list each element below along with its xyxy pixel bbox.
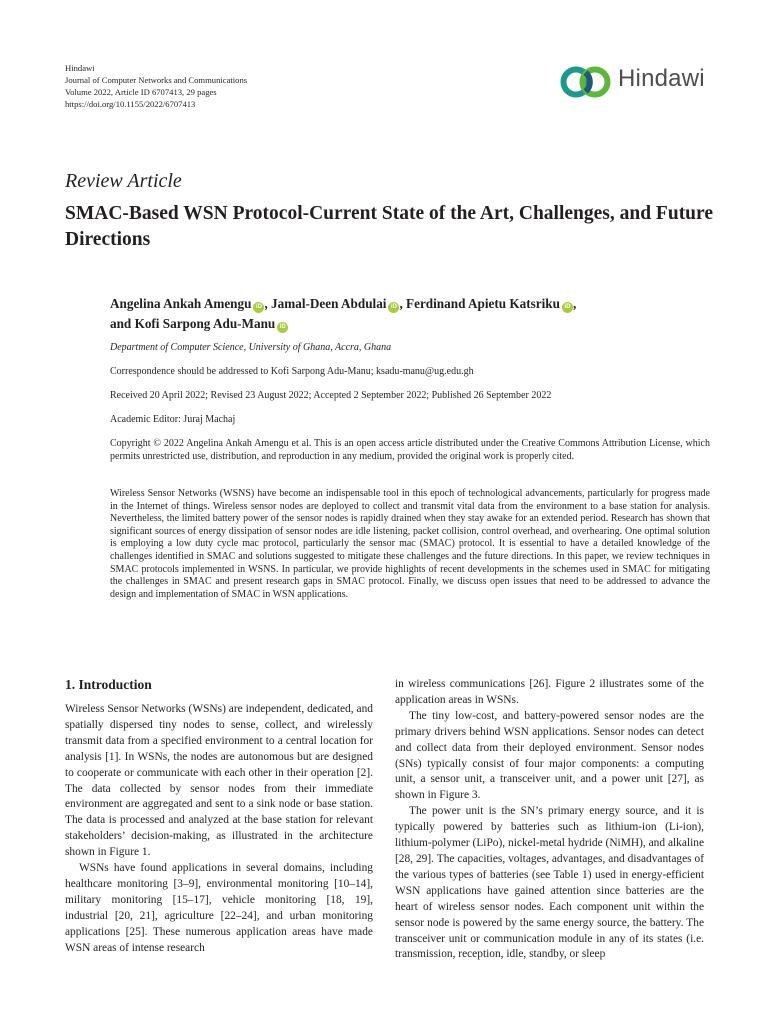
journal-doi[interactable]: https://doi.org/10.1155/2022/6707413 [65, 99, 196, 109]
body-paragraph: in wireless communications [26]. Figure 2 illustrates some of the application areas in WSNs. [395, 678, 704, 706]
article-type: Review Article [65, 170, 182, 192]
body-column-right [395, 677, 704, 963]
correspondence: Correspondence should be addressed to Kofi Sarpong Adu-Manu; ksadu-manu@ug.edu.gh [110, 366, 474, 377]
abstract: Wireless Sensor Networks (WSNS) have become an indispensable tool in this epoch of technological advancements, particularly for progress made in the Internet of things. Wireless sensor nodes are deployed to collect and transmit vital data from the environment to a base station for analysis. Nevertheless, the limited battery power of the sensor nodes is rapidly drained when they stay awake for an extended period. Research has shown that significant sources of energy dissipation of sensor nodes are idle listening, packet collision, control overhead, and overhearing. One optimal solution is employing a low duty cycle mac protocol, particularly the sensor mac (SMAC) protocol. It is essential to have a detailed knowledge of the challenges identified in SMAC and solutions suggested to mitigate these challenges and the future directions. In this paper, we review techniques in SMAC protocols implemented in WSNS. In particular, we provide highlights of recent developments in the schemes used in SMAC for mitigating the challenges in SMAC and present research gaps in SMAC protocol. Finally, we discuss open issues that need to be addressed to advance the design and implementation of SMAC in WSN applications. [110, 488, 710, 600]
author-separator: , [264, 296, 272, 311]
publisher-name: Hindawi [65, 63, 95, 73]
author-separator: , [399, 296, 407, 311]
author-name[interactable]: Jamal-Deen Abdulai [271, 296, 387, 311]
article-title: SMAC-Based WSN Protocol-Current State of the Art, Challenges, and Future Directions [65, 203, 713, 250]
orcid-icon[interactable]: iD [388, 302, 399, 313]
journal-name: Journal of Computer Networks and Communications [65, 75, 248, 85]
section-heading-introduction: 1. Introduction [65, 677, 152, 692]
academic-editor: Academic Editor: Juraj Machaj [110, 414, 236, 425]
orcid-icon[interactable]: iD [562, 302, 573, 313]
journal-header [65, 62, 247, 110]
author-separator: , [572, 296, 577, 311]
orcid-icon[interactable]: iD [253, 302, 264, 313]
publication-dates: Received 20 April 2022; Revised 23 August 2022; Accepted 2 September 2022; Published 26 September 2022 [110, 390, 552, 401]
author-name[interactable]: Ferdinand Apietu Katsriku [406, 296, 560, 311]
body-paragraph: The power unit is the SN’s primary energy source, and it is typically powered by batteries such as lithium-ion (Li-ion), lithium-polymer (LiPo), nickel-metal hydride (NiMH), and alkaline [28, 29]. The capacities, voltages, advantages, and disadvantages of the various types of batteries (see Table 1) used in energy-efficient WSN applications have gained attention since batteries are the heart of wireless sensor nodes. Each component unit within the sensor node is powered by the same energy source, the battery. The transceiver unit or communication module in any of its states (i.e. transmission, reception, idle, standby, or sleep [395, 805, 704, 961]
body-paragraph: Wireless Sensor Networks (WSNs) are independent, dedicated, and spatially dispersed tiny nodes to sense, collect, and wirelessly transmit data from a specified environment to a central location for analysis [1]. In WSNs, the nodes are autonomous but are designed to cooperate or communicate with each other in their operation [2]. The data collected by sensor nodes from their immediate environment are aggregated and sent to a sink node or base station. The data is processed and analyzed at the base station for relevant stakeholders’ decision-making, as illustrated in the architecture shown in Figure 1. [65, 703, 373, 859]
orcid-icon[interactable]: iD [277, 322, 288, 333]
author-name[interactable]: Kofi Sarpong Adu-Manu [134, 316, 276, 331]
body-paragraph: WSNs have found applications in several domains, including healthcare monitoring [3–9], environmental monitoring [10–14], military monitoring [15–17], vehicle monitoring [18, 19], industrial [20, 21], agriculture [22–24], and urban monitoring applications [25]. These numerous application areas have made WSN areas of intense research [65, 862, 373, 954]
hindawi-logo-text: Hindawi [618, 65, 705, 92]
affiliation: Department of Computer Science, University of Ghana, Accra, Ghana [110, 342, 392, 353]
author-name[interactable]: Angelina Ankah Amengu [110, 296, 252, 311]
author-list [110, 294, 710, 334]
body-paragraph: The tiny low-cost, and battery-powered sensor nodes are the primary drivers behind WSN applications. Sensor nodes can detect and collect data from their deployed environment. Sensor nodes (SNs) typically consist of four major components: a computing unit, a sensor unit, a transceiver unit, and a power unit [27], as shown in Figure 3. [395, 709, 704, 802]
journal-volume: Volume 2022, Article ID 6707413, 29 pages [65, 87, 217, 97]
body-column-left [65, 702, 373, 957]
author-conjunction: and [110, 316, 135, 331]
copyright-notice: Copyright © 2022 Angelina Ankah Amengu et al. This is an open access article distributed under the Creative Commons Attribution License, which permits unrestricted use, distribution, and reproduction in any medium, provided the original work is properly cited. [110, 438, 710, 462]
